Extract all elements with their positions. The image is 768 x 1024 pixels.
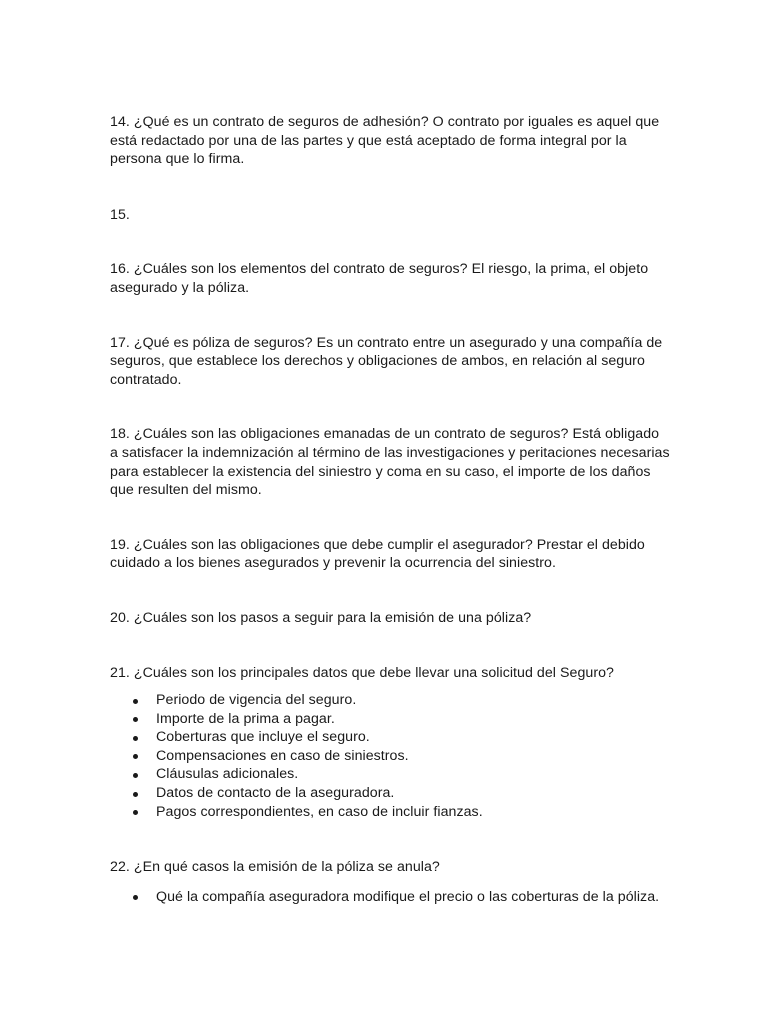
bullet-dot-icon [133,717,138,722]
question-19: 19. ¿Cuáles son las obligaciones que debe cumplir el asegurador? Prestar el debido cuidado a los bienes asegurados y prevenir la ocurrencia del siniestro. [110,536,645,572]
question-14: 14. ¿Qué es un contrato de seguros de adhesión? O contrato por iguales es aquel que está redactado por una de las partes y que está aceptado de forma integral por la persona que lo firma. [110,114,660,168]
bullet-dot-icon [133,699,138,704]
bullet-text: Datos de contacto de la aseguradora. [156,785,395,802]
bullet-dot-icon [133,773,138,778]
bullet-text: Compensaciones en caso de siniestros. [156,747,409,764]
bullet-text: Qué la compañía aseguradora modifique el precio o las coberturas de la póliza. [156,888,660,905]
bullet-text: Importe de la prima a pagar. [156,710,335,727]
bullet-dot-icon [133,810,138,815]
question-22: 22. ¿En qué casos la emisión de la póliza se anula? [110,859,440,876]
bullet-item [110,710,670,729]
bullet-text: Coberturas que incluye el seguro. [156,729,370,746]
bullet-item [110,691,670,710]
question-22-bullet-list [110,888,670,907]
question-21-bullet-list [110,691,670,821]
bullet-item [110,803,670,822]
bullet-text: Pagos correspondientes, en caso de incluir fianzas. [156,803,483,820]
document-body [110,113,670,906]
bullet-text: Periodo de vigencia del seguro. [156,692,357,709]
bullet-item [110,784,670,803]
bullet-item [110,747,670,766]
question-20: 20. ¿Cuáles son los pasos a seguir para la emisión de una póliza? [110,609,532,626]
bullet-item [110,888,670,907]
bullet-item [110,765,670,784]
bullet-dot-icon [133,792,138,797]
bullet-dot-icon [133,895,138,900]
question-15: 15. [110,206,130,223]
question-18: 18. ¿Cuáles son las obligaciones emanadas de un contrato de seguros? Está obligado a satisfacer la indemnización al término de las investigaciones y peritaciones necesarias para establecer la existencia del siniestro y coma en su caso, el importe de los daños que resulten del mismo. [110,426,670,499]
bullet-dot-icon [133,736,138,741]
question-21: 21. ¿Cuáles son los principales datos que debe llevar una solicitud del Seguro? [110,664,614,681]
question-16: 16. ¿Cuáles son los elementos del contrato de seguros? El riesgo, la prima, el objeto asegurado y la póliza. [110,261,649,296]
bullet-item [110,728,670,747]
question-17: 17. ¿Qué es póliza de seguros? Es un contrato entre un asegurado y una compañía de seguros, que establece los derechos y obligaciones de ambos, en relación al seguro contratado. [110,334,663,388]
bullet-text: Cláusulas adicionales. [156,766,299,783]
bullet-dot-icon [133,754,138,759]
